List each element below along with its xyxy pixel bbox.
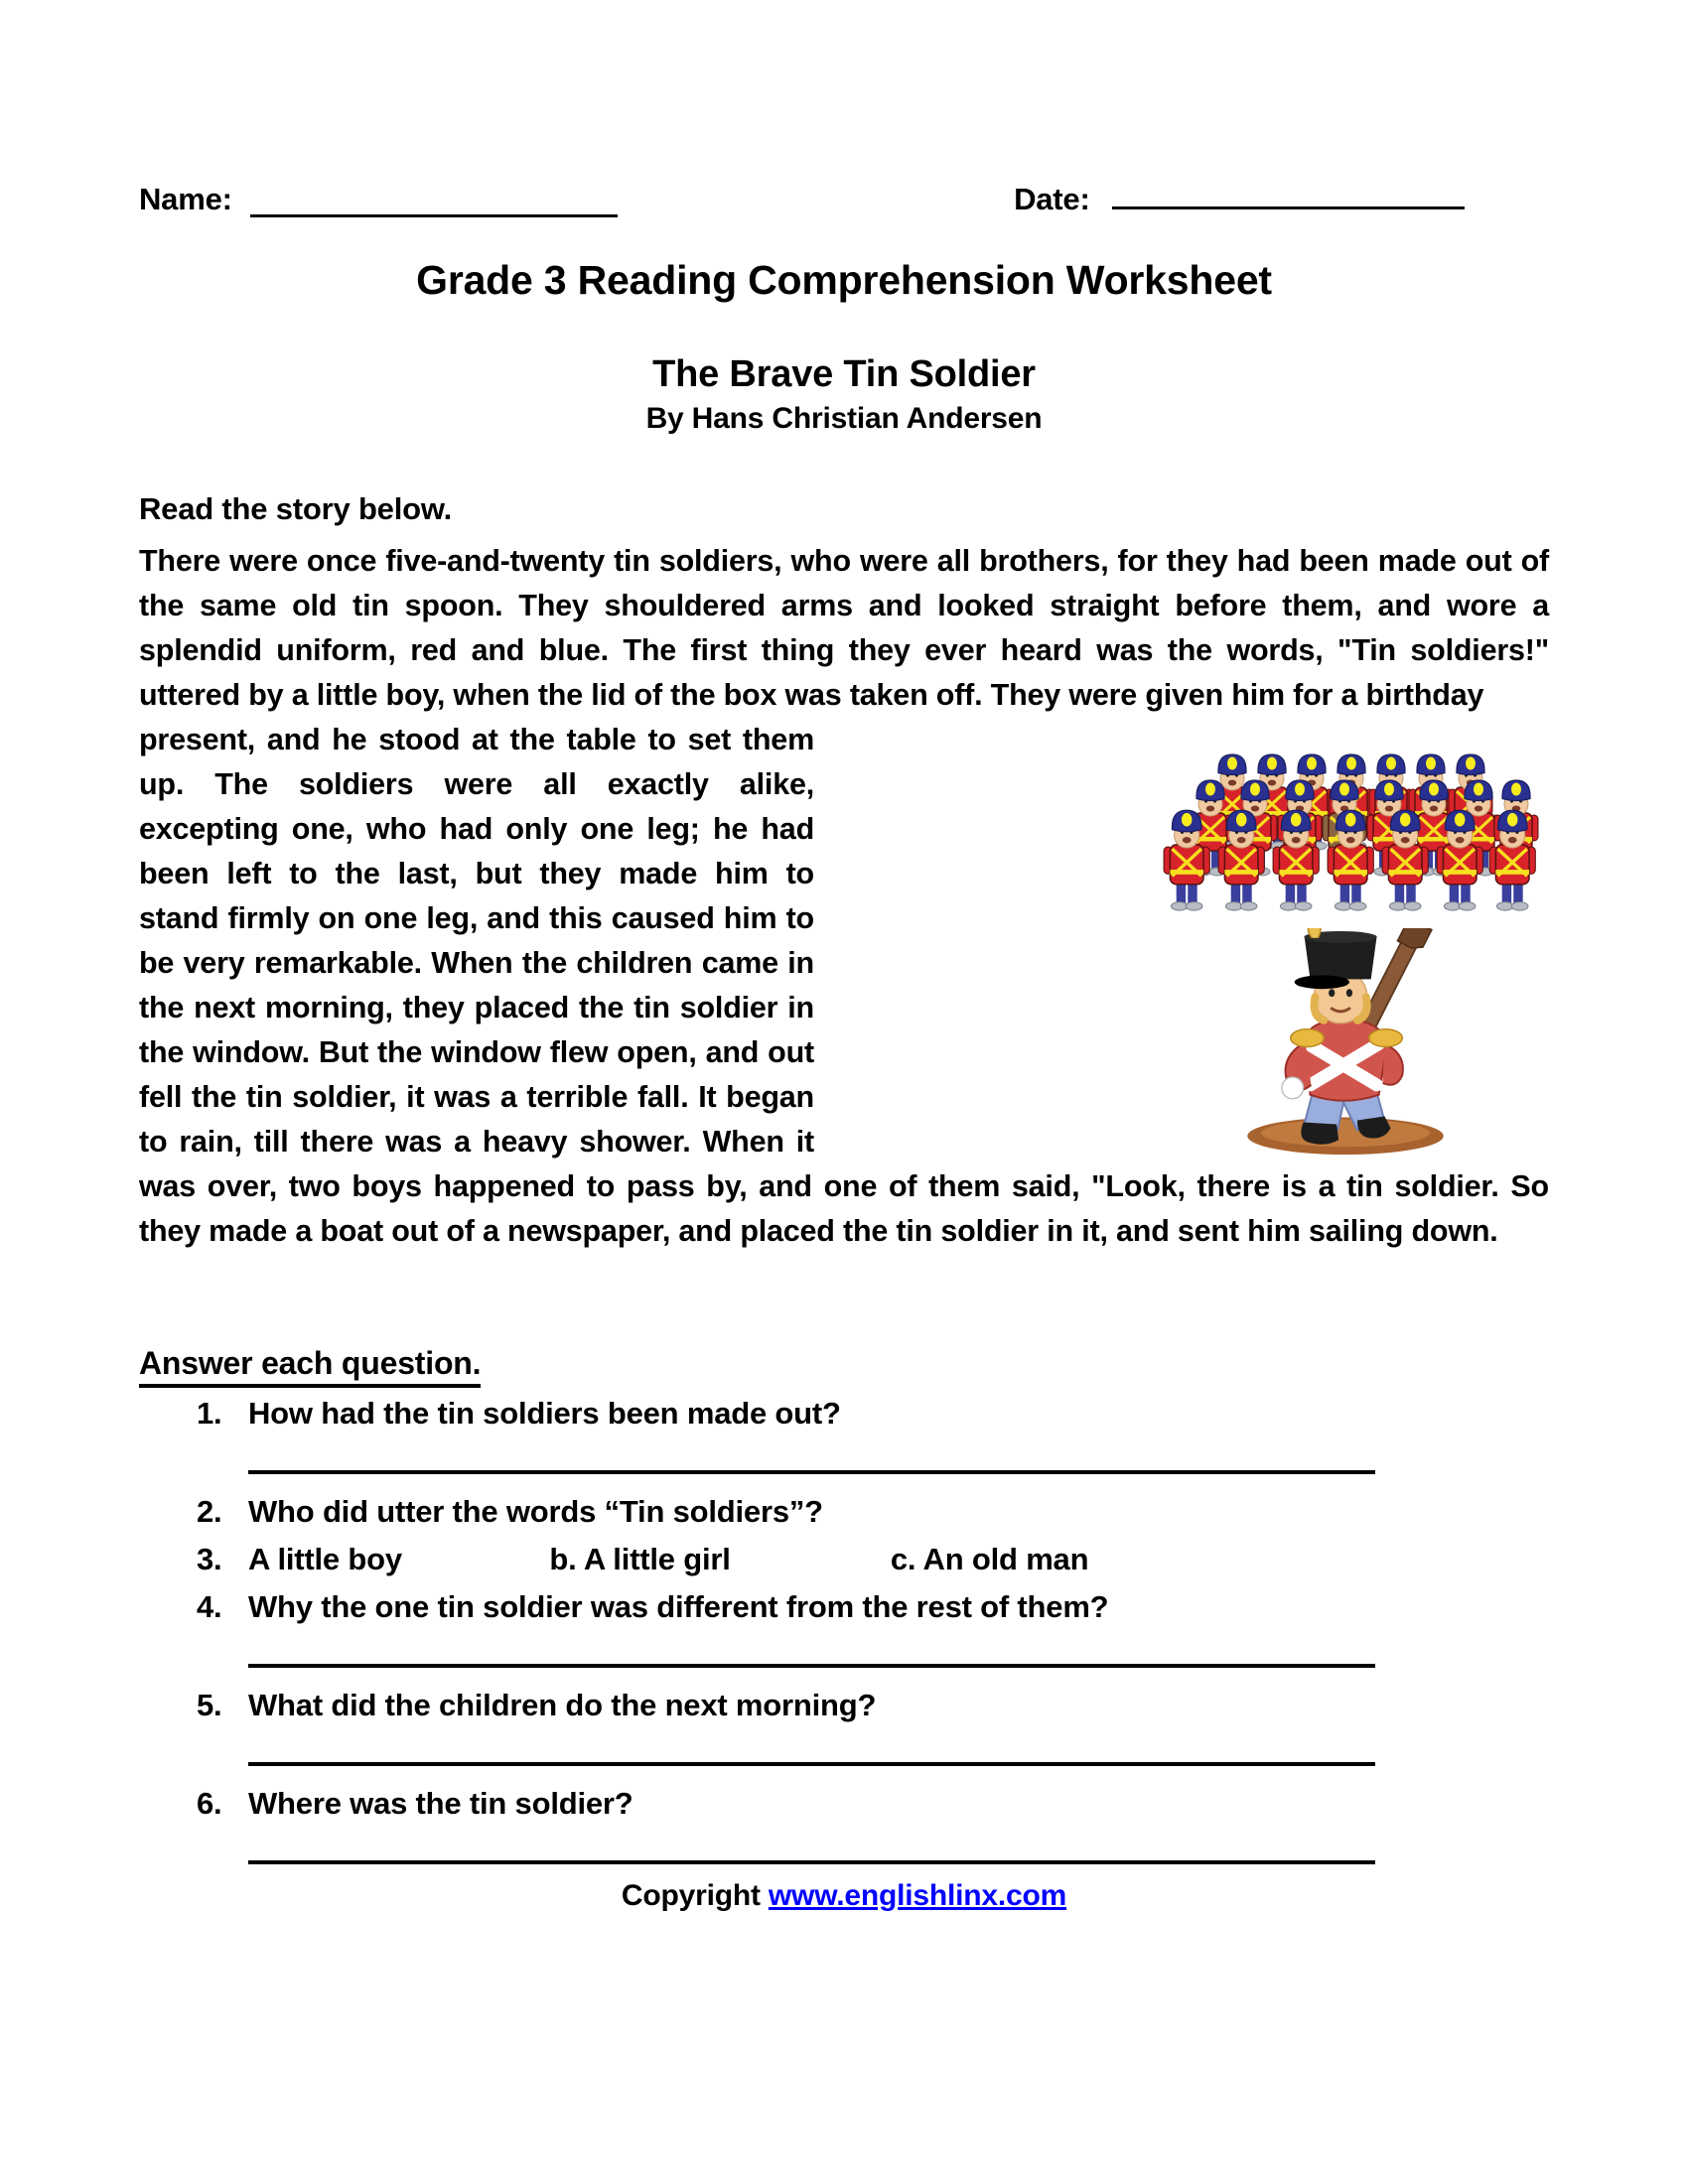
copyright-link[interactable]: www.englishlinx.com — [768, 1879, 1067, 1912]
questions-header: Answer each question. — [139, 1345, 481, 1388]
date-group — [1014, 177, 1465, 217]
question-number: 5. — [197, 1688, 222, 1722]
question-6 — [139, 1781, 1549, 1826]
name-label: Name: — [139, 182, 232, 216]
footer — [139, 1879, 1549, 1913]
story-part-2-wrap — [139, 718, 1549, 1254]
question-number: 1. — [197, 1396, 222, 1431]
story-instruction: Read the story below. — [139, 491, 453, 526]
name-input-line[interactable] — [250, 185, 618, 217]
question-text: Who did utter the words “Tin soldiers”? — [248, 1494, 823, 1529]
answer-line-1[interactable] — [248, 1468, 1375, 1474]
header-row — [139, 0, 1549, 217]
story-body — [139, 539, 1549, 1254]
question-options — [248, 1537, 1088, 1581]
date-input-line[interactable] — [1112, 177, 1465, 209]
date-label: Date: — [1014, 182, 1090, 216]
question-text: What did the children do the next morning? — [248, 1688, 877, 1722]
question-text: Why the one tin soldier was different from the rest of them? — [248, 1589, 1109, 1624]
story-part-2: present, and he stood at the table to set them up. The soldiers were all exactly alike, excepting one, who had only one leg; he had been left to the last, but they made him to stand firmly on one leg, and this caused him to be very remarkable. When the children came in the next morning, they placed the tin soldier in the window. But the window flew open, and out fell the tin soldier, it was a terrible fall. It began to rain, till there was a heavy shower. When it was over, two boys happened to pass by, and one of them said, "Look, there is a tin soldier. So they made a boat out of a newspaper, and placed the tin soldier in it, and sent him sailing down. — [139, 723, 1549, 1248]
question-text: How had the tin soldiers been made out? — [248, 1396, 841, 1431]
tin-soldier-illustration — [1207, 928, 1487, 1159]
option-b[interactable]: b. A little girl — [549, 1542, 731, 1576]
story-title: The Brave Tin Soldier — [652, 353, 1036, 395]
question-text: Where was the tin soldier? — [248, 1786, 633, 1821]
question-number: 2. — [197, 1494, 222, 1529]
page-title: Grade 3 Reading Comprehension Worksheet — [416, 257, 1272, 303]
questions-section — [139, 1345, 1549, 1864]
option-c[interactable]: c. An old man — [890, 1542, 1089, 1576]
story-illustration — [814, 718, 1549, 1160]
question-5 — [139, 1683, 1549, 1727]
answer-line-4[interactable] — [248, 1662, 1375, 1668]
question-number: 4. — [197, 1589, 222, 1624]
question-number: 3. — [197, 1542, 222, 1576]
story-byline: By Hans Christian Andersen — [645, 402, 1043, 435]
story-part-1: There were once five-and-twenty tin soldiers, who were all brothers, for they had been made out of the same old tin spoon. They shouldered arms and looked straight before them, and wore a splendid uniform, red and blue. The first thing they ever heard was the words, "Tin soldiers!" uttered by a little boy, when the lid of the box was taken off. They were given him for a birthday — [139, 544, 1549, 712]
question-2 — [139, 1489, 1549, 1534]
question-number: 6. — [197, 1786, 222, 1821]
copyright-label: Copyright — [621, 1879, 761, 1912]
answer-line-5[interactable] — [248, 1760, 1375, 1766]
question-1 — [139, 1391, 1549, 1435]
question-4 — [139, 1584, 1549, 1629]
tin-soldiers-group-illustration — [1154, 750, 1549, 926]
question-3 — [139, 1537, 1549, 1581]
answer-line-6[interactable] — [248, 1858, 1375, 1864]
option-a[interactable]: A little boy — [248, 1542, 402, 1576]
